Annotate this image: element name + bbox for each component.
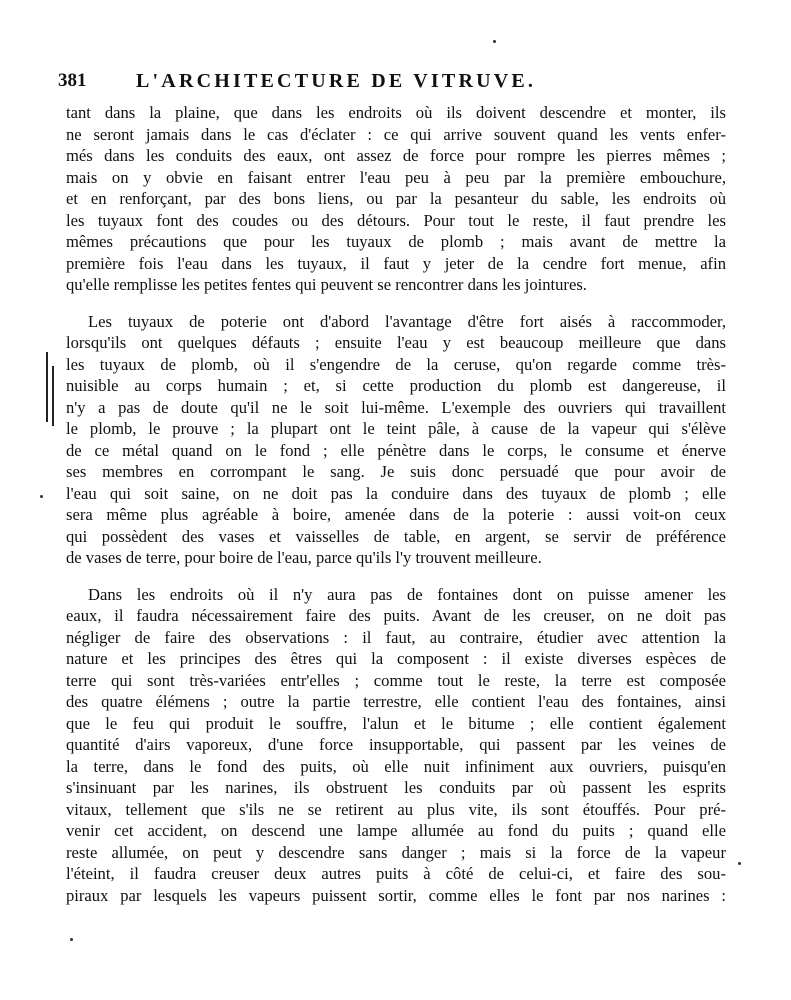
text-line: le plomb, le prouve ; la plupart ont le teint pâle, à cause de la vapeur qui s'élève [66,419,726,438]
text-line: et en renforçant, par des bons liens, ou par la pesanteur du sable, les endroits où [66,189,726,208]
text-line: les tuyaux de plomb, où il s'engendre de la ceruse, qu'on regarde comme très- [66,354,726,374]
text-line: quantité d'airs vaporeux, d'une force insupportable, qui passent par les veines de [66,735,726,754]
scan-speck [493,40,496,43]
text-line: venir cet accident, on descend une lampe allumée au fond du puits ; quand elle [66,821,726,840]
text-line: que le feu qui produit le souffre, l'alun et le bitume ; elle contient également [66,713,726,733]
text-line: sera même plus agréable à boire, amenée dans de la poterie : aussi voit-on ceux [66,505,726,524]
page-header [58,70,738,100]
paragraph-gap [66,296,726,311]
text-line: s'insinuant par les narines, ils obstruent les conduits par où passent les esprits [66,778,726,797]
body-text [66,102,726,906]
margin-rule-mark [52,366,54,426]
page-number: 381 [58,70,87,91]
text-line: de ce métal quand on le fond ; elle pénètre dans le corps, le consume et énerve [66,440,726,460]
paragraph-2 [66,311,726,569]
text-line: les tuyaux font des coudes ou des détours. Pour tout le reste, il faut prendre les [66,210,726,230]
scan-speck [40,495,43,498]
text-line: eaux, il faudra nécessairement faire des puits. Avant de les creuser, on ne doit pas [66,606,726,625]
text-line: des quatre élémens ; outre la partie terrestre, elle contient l'eau des fontaines, ainsi [66,692,726,711]
text-line: négliger de faire des observations : il faut, au contraire, étudier avec attention la [66,627,726,647]
running-title: L'ARCHITECTURE DE VITRUVE. [136,70,537,92]
text-line: lorsqu'ils ont quelques défauts ; ensuite l'eau y est beaucoup meilleure que dans [66,333,726,352]
paragraph-1 [66,102,726,296]
scan-speck [738,862,741,865]
text-line: piraux par lesquels les vapeurs puissent sortir, comme elles le font par nos narines : [66,885,726,905]
text-line: de vases de terre, pour boire de l'eau, parce qu'ils l'y trouvent meilleure. [66,548,542,567]
margin-rule-mark [46,352,48,422]
text-line: reste allumée, on peut y descendre sans danger ; mais si la force de la vapeur [66,842,726,862]
scan-speck [70,938,73,941]
text-line: qu'elle remplisse les petites fentes qui peuvent se rencontrer dans les jointures. [66,275,587,294]
text-line: l'eau qui soit saine, on ne doit pas la conduire dans des tuyaux de plomb ; elle [66,483,726,503]
text-line: la terre, dans le fond des puits, où elle nuit infiniment aux ouvriers, puisqu'en [66,756,726,776]
text-line: mais on y obvie en faisant entrer l'eau peu à peu par la première embouchure, [66,167,726,187]
paragraph-3 [66,584,726,907]
text-line: ses membres en corrompant le sang. Je suis donc persuadé que pour avoir de [66,462,726,481]
text-line: l'éteint, il faudra creuser deux autres puits à côté de celui-ci, et faire des sou- [66,864,726,883]
text-line: més dans les conduits des eaux, ont assez de force pour rompre les pierres mêmes ; [66,146,726,165]
text-line: nature et les principes des êtres qui la composent : il existe diverses espèces de [66,649,726,668]
text-line: nuisible au corps humain ; et, si cette production du plomb est dangereuse, il [66,376,726,395]
text-line: Dans les endroits où il n'y aura pas de fontaines dont on puisse amener les [88,584,726,604]
text-line: tant dans la plaine, que dans les endroits où ils doivent descendre et monter, ils [66,103,726,122]
text-line: qui possèdent des vases et vaisselles de table, en argent, se servir de préférence [66,526,726,546]
paragraph-gap [66,569,726,584]
text-line: terre qui sont très-variées entr'elles ; comme tout le reste, la terre est composée [66,670,726,690]
text-line: Les tuyaux de poterie ont d'abord l'avantage d'être fort aisés à raccommoder, [88,311,726,331]
text-line: ne seront jamais dans le cas d'éclater : ce qui arrive souvent quand les vents enfer- [66,124,726,144]
text-line: n'y a pas de doute qu'il ne le soit lui-même. L'exemple des ouvriers qui travaillent [66,397,726,417]
text-line: mêmes précautions que pour les tuyaux de plomb ; mais avant de mettre la [66,232,726,251]
text-line: vitaux, tellement que s'ils ne se retirent au plus vite, ils sont étouffés. Pour pré- [66,799,726,819]
text-line: première fois l'eau dans les tuyaux, il faut y jeter de la cendre fort menue, afin [66,253,726,273]
